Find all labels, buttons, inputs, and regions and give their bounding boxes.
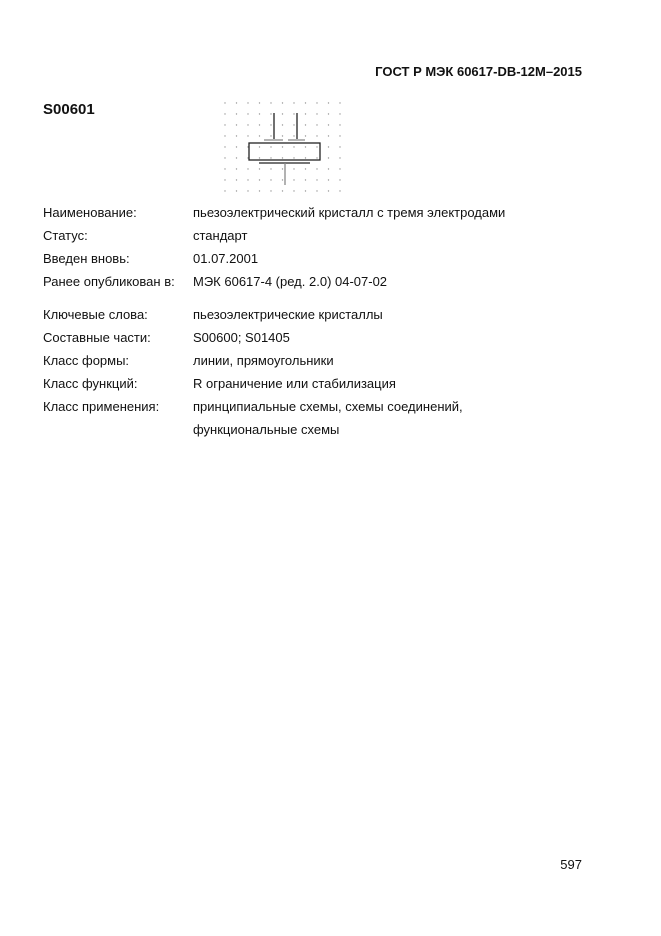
grid-dot xyxy=(339,157,340,158)
grid-dot xyxy=(224,157,225,158)
grid-dot xyxy=(293,157,294,158)
grid-dot xyxy=(328,190,329,191)
grid-dot xyxy=(328,102,329,103)
grid-dot xyxy=(247,113,248,114)
grid-dot xyxy=(316,157,317,158)
grid-dot xyxy=(316,102,317,103)
grid-dot xyxy=(224,102,225,103)
grid-dot xyxy=(236,124,237,125)
grid-dot xyxy=(282,124,283,125)
field-value: пьезоэлектрический кристалл с тремя электродами xyxy=(193,205,506,220)
grid-dot xyxy=(293,135,294,136)
grid-dot xyxy=(316,179,317,180)
grid-dot xyxy=(236,135,237,136)
grid-dot xyxy=(270,157,271,158)
grid-dot xyxy=(305,190,306,191)
grid-dot xyxy=(270,146,271,147)
grid-dot xyxy=(224,168,225,169)
piezo-crystal-symbol xyxy=(215,95,355,200)
grid-dot xyxy=(224,135,225,136)
field-label: Класс формы: xyxy=(43,353,130,368)
grid-dot xyxy=(339,146,340,147)
grid-dot xyxy=(247,124,248,125)
grid-dot xyxy=(282,113,283,114)
grid-dot xyxy=(316,124,317,125)
grid-dot xyxy=(224,146,225,147)
grid-dot xyxy=(293,168,294,169)
grid-dot xyxy=(293,146,294,147)
grid-dot xyxy=(282,157,283,158)
grid-dot xyxy=(316,146,317,147)
field-label: Наименование: xyxy=(43,205,137,220)
grid-dot xyxy=(259,157,260,158)
grid-dot xyxy=(247,102,248,103)
field-label: Ключевые слова: xyxy=(43,307,148,322)
grid-dot xyxy=(236,157,237,158)
grid-dot xyxy=(282,102,283,103)
grid-dot xyxy=(293,113,294,114)
grid-dot xyxy=(305,124,306,125)
field-value: пьезоэлектрические кристаллы xyxy=(193,307,383,322)
page-number: 597 xyxy=(560,857,582,872)
grid-dot xyxy=(305,135,306,136)
field-label: Класс функций: xyxy=(43,376,138,391)
grid-dot xyxy=(282,168,283,169)
symbol-code: S00601 xyxy=(43,101,95,118)
grid-dot xyxy=(305,157,306,158)
grid-dot xyxy=(270,135,271,136)
grid-dot xyxy=(339,113,340,114)
grid-dot xyxy=(270,168,271,169)
grid-dot xyxy=(270,124,271,125)
grid-dot xyxy=(305,168,306,169)
grid-dot xyxy=(339,124,340,125)
grid-dot xyxy=(270,113,271,114)
field-label: Класс применения: xyxy=(43,399,160,414)
grid-dot xyxy=(236,113,237,114)
grid-dot xyxy=(316,113,317,114)
grid-dot xyxy=(270,179,271,180)
field-label: Статус: xyxy=(43,228,88,243)
grid-dot xyxy=(339,168,340,169)
grid-dot xyxy=(339,135,340,136)
field-value: R ограничение или стабилизация xyxy=(193,376,396,391)
grid-dot xyxy=(259,146,260,147)
grid-dot xyxy=(328,157,329,158)
grid-dot xyxy=(316,135,317,136)
grid-dot xyxy=(282,179,283,180)
grid-dot xyxy=(259,168,260,169)
grid-dot xyxy=(224,113,225,114)
grid-dot xyxy=(247,190,248,191)
grid-dot xyxy=(328,113,329,114)
grid-dot xyxy=(259,179,260,180)
grid-dot xyxy=(282,146,283,147)
field-value: линии, прямоугольники xyxy=(193,353,334,368)
grid-dot xyxy=(305,179,306,180)
grid-dot xyxy=(293,179,294,180)
field-label: Введен вновь: xyxy=(43,251,130,266)
field-value: функциональные схемы xyxy=(193,422,340,437)
grid-dot xyxy=(270,102,271,103)
grid-dot xyxy=(236,102,237,103)
grid-dot xyxy=(270,190,271,191)
field-value: S00600; S01405 xyxy=(193,330,290,345)
grid-dot xyxy=(259,135,260,136)
grid-dot xyxy=(305,113,306,114)
grid-dot xyxy=(236,168,237,169)
grid-dot xyxy=(293,190,294,191)
grid-dot xyxy=(305,146,306,147)
field-value: принципиальные схемы, схемы соединений, xyxy=(193,399,463,414)
grid-dot xyxy=(247,135,248,136)
grid-dot xyxy=(236,146,237,147)
field-value: МЭК 60617-4 (ред. 2.0) 04-07-02 xyxy=(193,274,388,289)
grid-dot xyxy=(293,124,294,125)
grid-dot xyxy=(282,190,283,191)
grid-dot xyxy=(305,102,306,103)
field-value: стандарт xyxy=(193,228,248,243)
grid-dot xyxy=(224,190,225,191)
grid-dot xyxy=(259,190,260,191)
grid-dot xyxy=(259,124,260,125)
grid-dot xyxy=(247,168,248,169)
grid-dot xyxy=(293,102,294,103)
grid-dot xyxy=(328,146,329,147)
standard-header: ГОСТ Р МЭК 60617-DB-12M–2015 xyxy=(375,64,582,79)
grid-dot xyxy=(328,179,329,180)
field-label: Составные части: xyxy=(43,330,151,345)
grid-dot xyxy=(224,124,225,125)
grid-dot xyxy=(316,190,317,191)
grid-dot xyxy=(339,102,340,103)
grid-dot xyxy=(328,124,329,125)
grid-dot xyxy=(339,179,340,180)
grid-dot xyxy=(259,113,260,114)
grid-dot xyxy=(316,168,317,169)
grid-dot xyxy=(259,102,260,103)
grid-dot xyxy=(328,168,329,169)
grid-dot xyxy=(282,135,283,136)
grid-dot xyxy=(236,179,237,180)
grid-dot xyxy=(328,135,329,136)
grid-dot xyxy=(224,179,225,180)
field-label: Ранее опубликован в: xyxy=(43,274,175,289)
grid-dot xyxy=(339,190,340,191)
grid-dot xyxy=(247,179,248,180)
field-value: 01.07.2001 xyxy=(193,251,259,266)
grid-dot xyxy=(236,190,237,191)
